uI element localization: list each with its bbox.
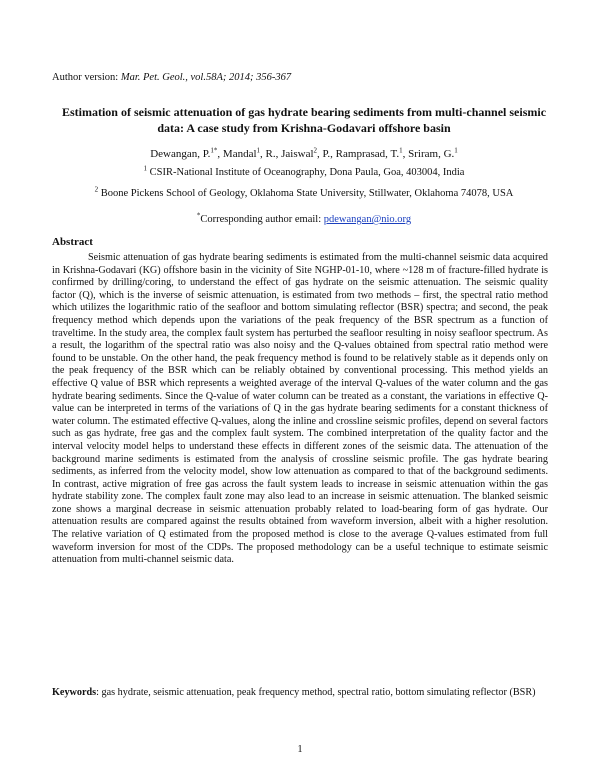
author-version-label: Author version: — [52, 72, 121, 83]
affiliation-text: Boone Pickens School of Geology, Oklahoma State University, Stillwater, Oklahoma 74078, USA — [100, 188, 514, 199]
author-name: Mandal — [222, 148, 257, 160]
corresponding-email-link[interactable]: pdewangan@nio.org — [323, 214, 412, 225]
author-affiliation-mark: 1 — [399, 146, 403, 155]
corresponding-author — [60, 213, 548, 226]
author-affiliation-mark: 1* — [210, 146, 218, 155]
author-name: Ramprasad, T. — [335, 148, 400, 160]
author-name: Jaiswal — [281, 148, 314, 160]
author-affiliation-mark: 2 — [313, 146, 318, 155]
keywords — [52, 687, 548, 700]
keywords-text: : gas hydrate, seismic attenuation, peak frequency method, spectral ratio, bottom simulating reflector (BSR) — [96, 687, 536, 698]
author-name: Sriram, G. — [408, 148, 455, 160]
corresponding-mark: * — [196, 211, 201, 220]
author-affiliation-mark: 1 — [256, 146, 261, 155]
author-separator: , R., — [260, 148, 282, 160]
affiliation-2 — [40, 187, 568, 200]
affiliation-text: CSIR-National Institute of Oceanography, Dona Paula, Goa, 403004, India — [149, 167, 465, 178]
corresponding-label: Corresponding author email: — [200, 214, 324, 225]
author-version-line — [52, 71, 291, 84]
author-list — [60, 147, 548, 161]
affiliation-mark: 2 — [94, 185, 99, 194]
author-separator: , — [402, 148, 409, 160]
affiliation-1 — [40, 166, 568, 179]
author-affiliation-mark: 1 — [454, 146, 458, 155]
paper-title: Estimation of seismic attenuation of gas hydrate bearing sediments from multi-channel seismic data: A case study from Krishna-Godavari offshore basin — [61, 105, 547, 135]
affiliation-mark: 1 — [143, 164, 148, 173]
journal-reference: Mar. Pet. Geol., vol.58A; 2014; 356-367 — [120, 72, 292, 83]
abstract-body: Seismic attenuation of gas hydrate bearing sediments is estimated from the multi-channel seismic data acquired in Krishna-Godavari (KG) offshore basin in the vicinity of Site NGHP-01-10, where ~128 m of fracture-filled hydrate is confirmed by drilling/coring, to understand the effect of gas hydrate on the seismic attenuation. The seismic quality factor (Q), which is the inverse of seismic attenuation, is estimated from two methods – first, the spectral ratio method which utilizes the logarithmic ratio of the seafloor and bottom simulating reflector (BSR) spectra; and second, the peak frequency method which depends upon the variations of the peak frequency of the BSR spectrum as a function of traveltime. In the study area, the complex fault system has perturbed the seafloor resulting in noisy seafloor spectrum. As a result, the logarithm of the spectral ratio was also noisy and the Q-values obtained from spectral ratio method were found to be unstable. On the other hand, the peak frequency method is found to be relatively stable as it depends only on the peak frequency of the BSR which can be reliably obtained by conventional processing. This method yields an effective Q value of BSR which represents a weighted average of the interval Q-values of the water column and the gas hydrate bearing sediments. Since the Q-value of water column can be treated as a constant, the variations in effective Q-value can be interpreted in terms of the variations of Q in the gas hydrate bearing sediments for a constant thickness of water column. The estimated effective Q-values, along the inline and crossline seismic profiles, depend on several factors such as gas hydrate, free gas and the complex fault system. The combined interpretation of the quality factor and the interval velocity model helps to understand these effects in different zones of the seismic data. The attenuation of the background marine sediments is estimated from the analysis of crossline seismic profile. The gas hydrate bearing sediments, as inferred from the velocity model, show low attenuation as compared to that of the background sediments. In contrast, active migration of free gas across the fault system leads to increase in seismic attenuation within the gas hydrate stability zone. The complex fault zone may also lead to an increase in seismic attenuation. The blanked seismic zone shows a marginal decrease in seismic attenuation probably related to load-bearing form of gas hydrate. Our attenuation results are compared against the results obtained from waveform inversion, albeit with a higher resolution. The relative variation of Q estimated from the proposed method is close to the average Q-values estimated from full waveform inversion for most of the CDPs. The proposed methodology can be a useful technique to estimate seismic attenuation from multi-channel seismic data. — [52, 252, 548, 566]
author-separator: , P., — [317, 148, 336, 160]
keywords-label: Keywords — [52, 687, 97, 698]
page-number: 1 — [297, 744, 303, 755]
author-separator: , — [217, 148, 223, 160]
abstract-heading: Abstract — [52, 236, 93, 248]
author-name: Dewangan, P. — [150, 148, 211, 160]
